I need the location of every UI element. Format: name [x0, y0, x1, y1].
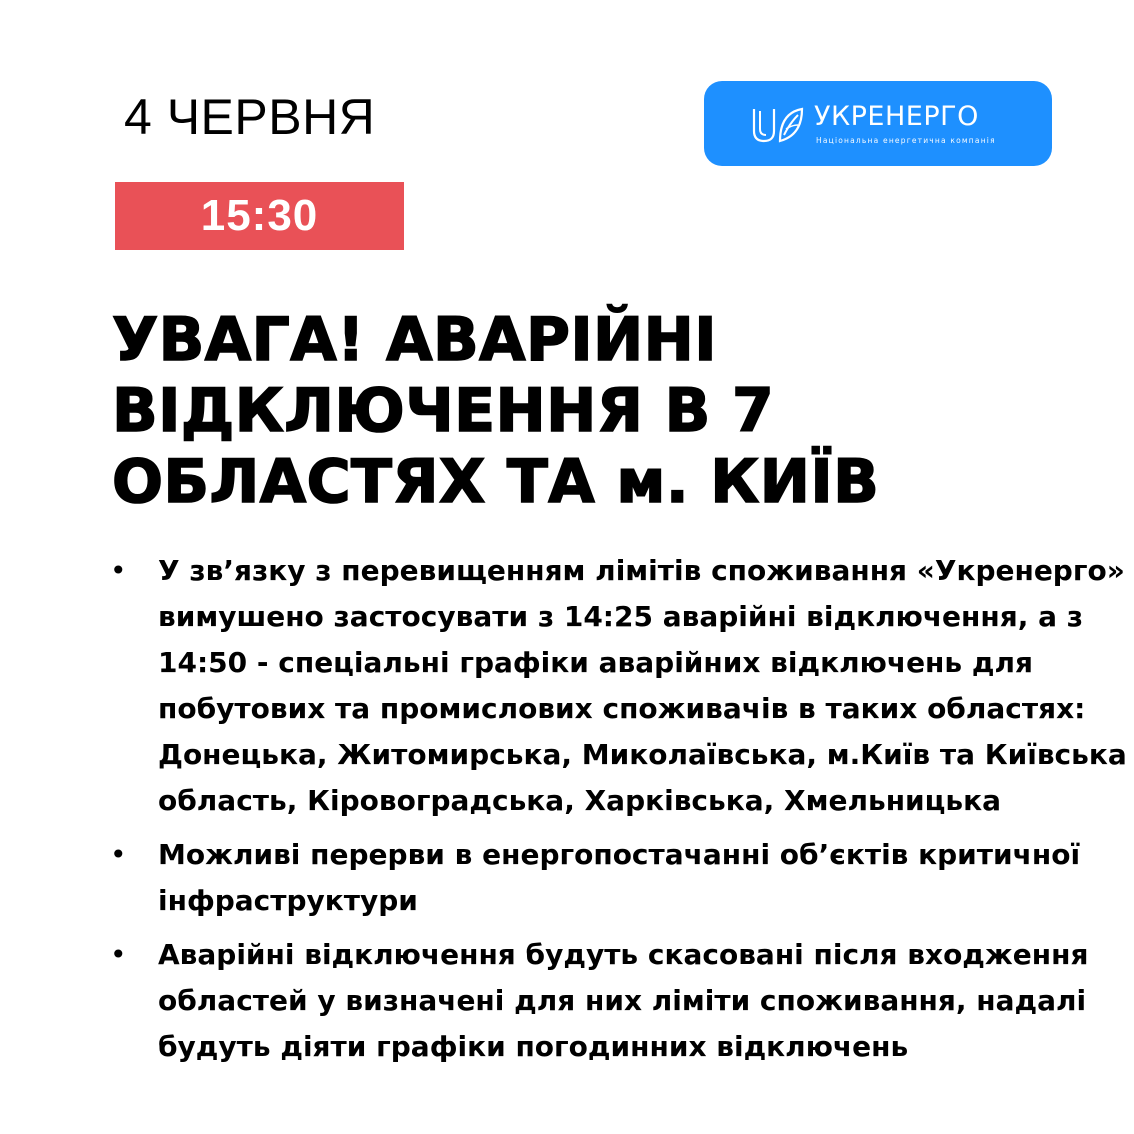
- logo-name: УКРЕНЕРГО: [814, 101, 979, 132]
- bullet-icon: •: [110, 554, 127, 587]
- bullet-text-line: 14:50 - спеціальні графіки аварійних відключень для: [158, 646, 1033, 679]
- date-label: 4 ЧЕРВНЯ: [124, 89, 376, 145]
- ukrenergo-logo-icon: [750, 105, 806, 145]
- bullet-text-line: У зв’язку з перевищенням лімітів споживання «Укренерго»: [158, 554, 1125, 587]
- headline-line: ОБЛАСТЯХ ТА м. КИЇВ: [112, 447, 880, 517]
- bullet-list: [110, 548, 1127, 1078]
- headline: [112, 305, 992, 518]
- bullet-item: [110, 932, 1110, 1070]
- ukrenergo-logo: [704, 81, 1052, 166]
- bullet-text-line: будуть діяти графіки погодинних відключень: [158, 1030, 909, 1063]
- logo-tagline: Національна енергетична компанія: [816, 136, 996, 145]
- bullet-text-line: областей у визначені для них ліміти споживання, надалі: [158, 984, 1087, 1017]
- bullet-item: [110, 548, 1127, 824]
- bullet-text-line: побутових та промислових споживачів в таких областях:: [158, 692, 1086, 725]
- bullet-text-line: Аварійні відключення будуть скасовані після входження: [158, 938, 1089, 971]
- bullet-text-line: інфраструктури: [158, 884, 418, 917]
- time-badge: 15:30: [115, 182, 404, 250]
- headline-line: УВАГА! АВАРІЙНІ: [112, 305, 718, 375]
- bullet-text-line: Можливі перерви в енергопостачанні об’єктів критичної: [158, 838, 1081, 871]
- bullet-text-line: область, Кіровоградська, Харківська, Хмельницька: [158, 784, 1002, 817]
- bullet-icon: •: [110, 938, 127, 971]
- bullet-item: [110, 832, 1110, 924]
- headline-line: ВІДКЛЮЧЕННЯ В 7: [112, 376, 775, 446]
- bullet-text-line: Донецька, Житомирська, Миколаївська, м.Київ та Київська: [158, 738, 1127, 771]
- bullet-text-line: вимушено застосувати з 14:25 аварійні відключення, а з: [158, 600, 1084, 633]
- bullet-icon: •: [110, 838, 127, 871]
